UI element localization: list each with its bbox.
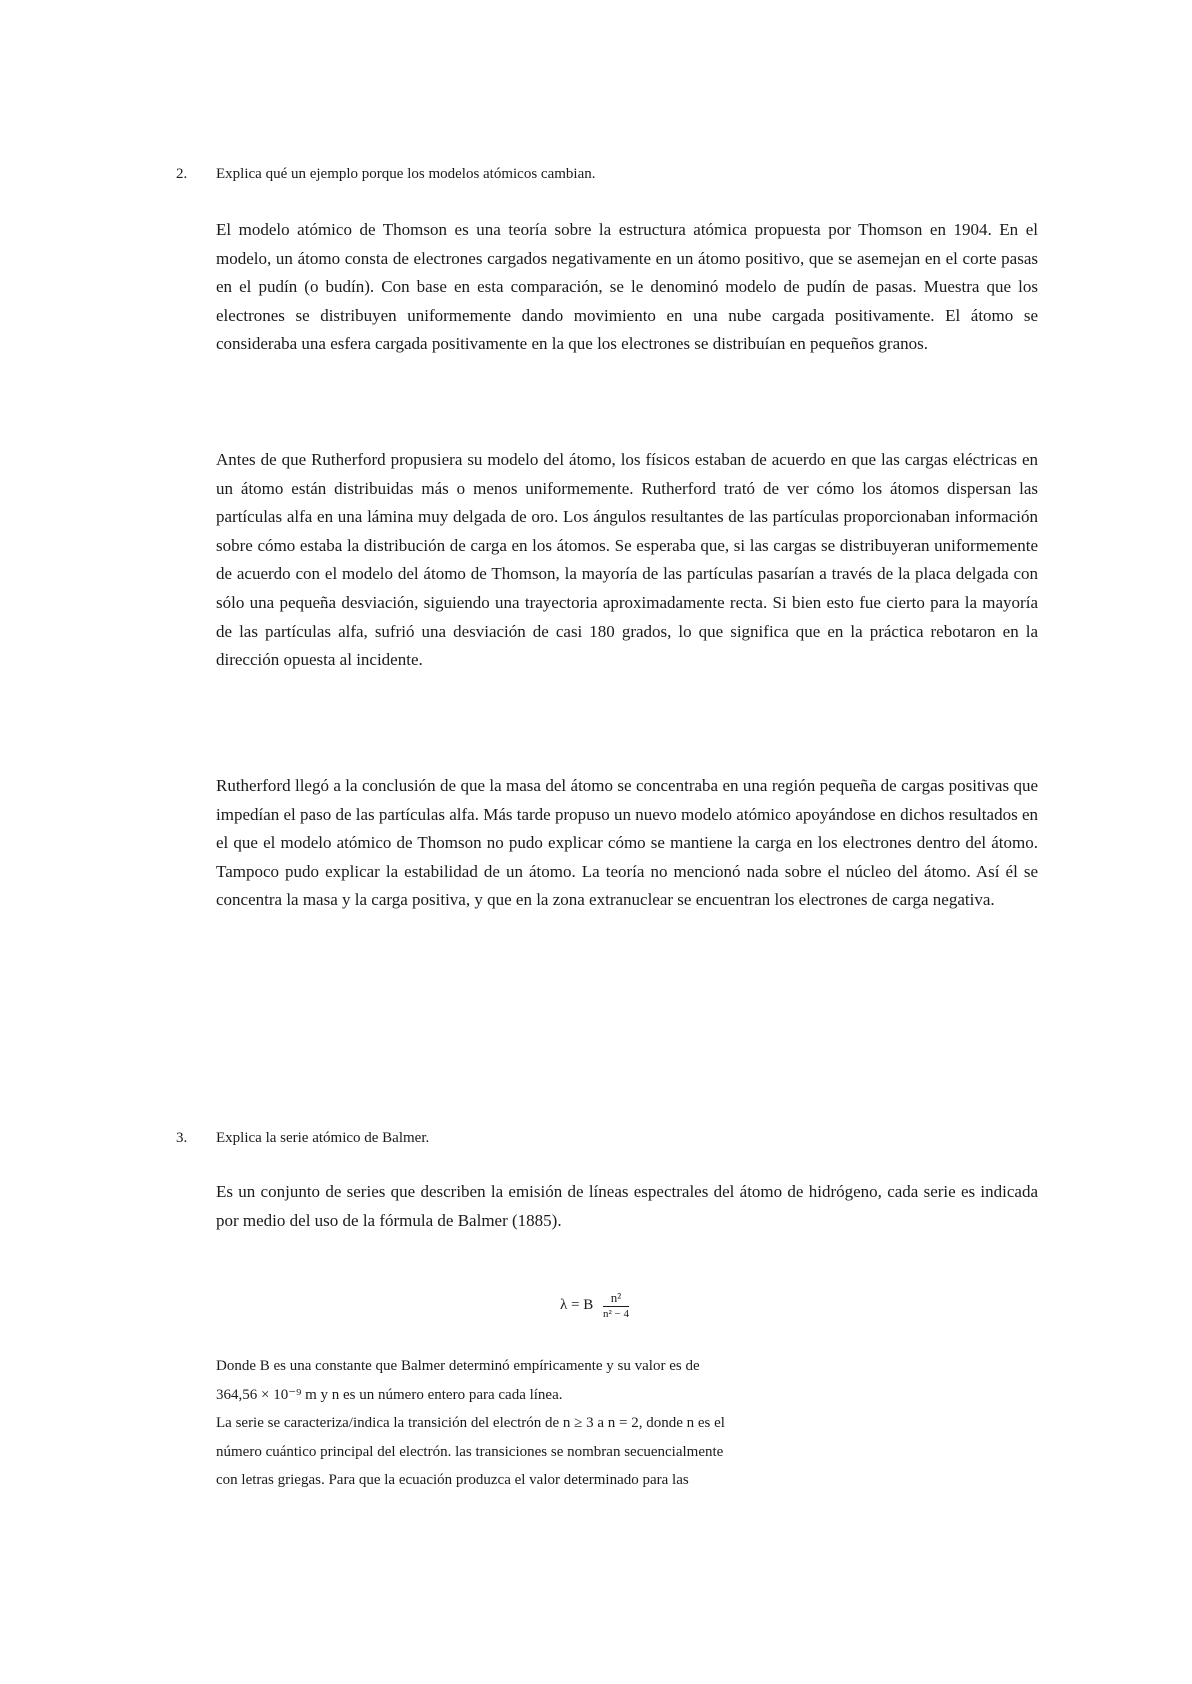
question-heading bbox=[176, 164, 596, 184]
closing-text bbox=[216, 1352, 1038, 1495]
paragraph: Es un conjunto de series que describen la emisión de líneas espectrales del átomo de hidrógeno, cada serie es indicada por medio del uso de la fórmula de Balmer (1885). bbox=[216, 1182, 1038, 1230]
paragraph: Rutherford llegó a la conclusión de que la masa del átomo se concentraba en una región pequeña de cargas positivas que impedían el paso de las partículas alfa. Más tarde propuso un nuevo modelo atómico apoyándose en dichos resultados en el que el modelo atómico de Thomson no pudo explicar cómo se mantiene la carga en los electrones dentro del átomo. Tampoco pudo explicar la estabilidad de un átomo. La teoría no mencionó nada sobre el núcleo del átomo. Así él se concentra la masa y la carga positiva, y que en la zona extranuclear se encuentran los electrones de carga negativa. bbox=[216, 776, 1038, 910]
question-heading bbox=[176, 1128, 429, 1148]
text-line: número cuántico principal del electrón. las transiciones se nombran secuencialmente bbox=[216, 1443, 724, 1460]
question-number: 2. bbox=[176, 166, 188, 182]
formula-lhs: λ = B bbox=[560, 1296, 594, 1313]
text-line: Donde B es una constante que Balmer determinó empíricamente y su valor es de bbox=[216, 1358, 700, 1374]
question-number: 3. bbox=[176, 1130, 188, 1146]
text-line: con letras griegas. Para que la ecuación produzca el valor determinado para las bbox=[216, 1472, 689, 1489]
paragraph: El modelo atómico de Thomson es una teoría sobre la estructura atómica propuesta por Thomson en 1904. En el modelo, un átomo consta de electrones cargados negativamente en un átomo positivo, que se asemejan en el corte pasas en el pudín (o budín). Con base en esta comparación, se le denominó modelo de pudín de pasas. Muestra que los electrones se distribuyen uniformemente dando movimiento en una nube cargada positivamente. El átomo se consideraba una esfera cargada positivamente en la que los electrones se distribuían en pequeños granos. bbox=[216, 220, 1038, 354]
formula-denominator: n² − 4 bbox=[603, 1308, 630, 1320]
formula-fraction bbox=[603, 1290, 629, 1321]
question-text: Explica la serie atómico de Balmer. bbox=[216, 1130, 430, 1146]
text-line: 364,56 × 10⁻⁹ m y n es un número entero para cada línea. bbox=[216, 1386, 563, 1403]
question-text: Explica qué un ejemplo porque los modelos atómicos cambian. bbox=[216, 166, 596, 182]
formula-numerator: n² bbox=[603, 1290, 629, 1307]
paragraph: Antes de que Rutherford propusiera su modelo del átomo, los físicos estaban de acuerdo en que las cargas eléctricas en un átomo están distribuidas más o menos uniformemente. Rutherford trató de ver cómo los átomos dispersan las partículas alfa en una lámina muy delgada de oro. Los ángulos resultantes de las partículas proporcionaban información sobre cómo estaba la distribución de carga en los átomos. Se esperaba que, si las cargas se distribuyeran uniformemente de acuerdo con el modelo del átomo de Thomson, la mayoría de las partículas pasarían a través de la placa delgada con sólo una pequeña desviación, siguiendo una trayectoria aproximadamente recta. Si bien esto fue cierto para la mayoría de las partículas alfa, sufrió una desviación de casi 180 grados, lo que significa que en la práctica rebotaron en la dirección opuesta al incidente. bbox=[216, 450, 1038, 670]
balmer-formula bbox=[560, 1290, 629, 1321]
text-line: La serie se caracteriza/indica la transición del electrón de n ≥ 3 a n = 2, donde n es el bbox=[216, 1415, 725, 1432]
